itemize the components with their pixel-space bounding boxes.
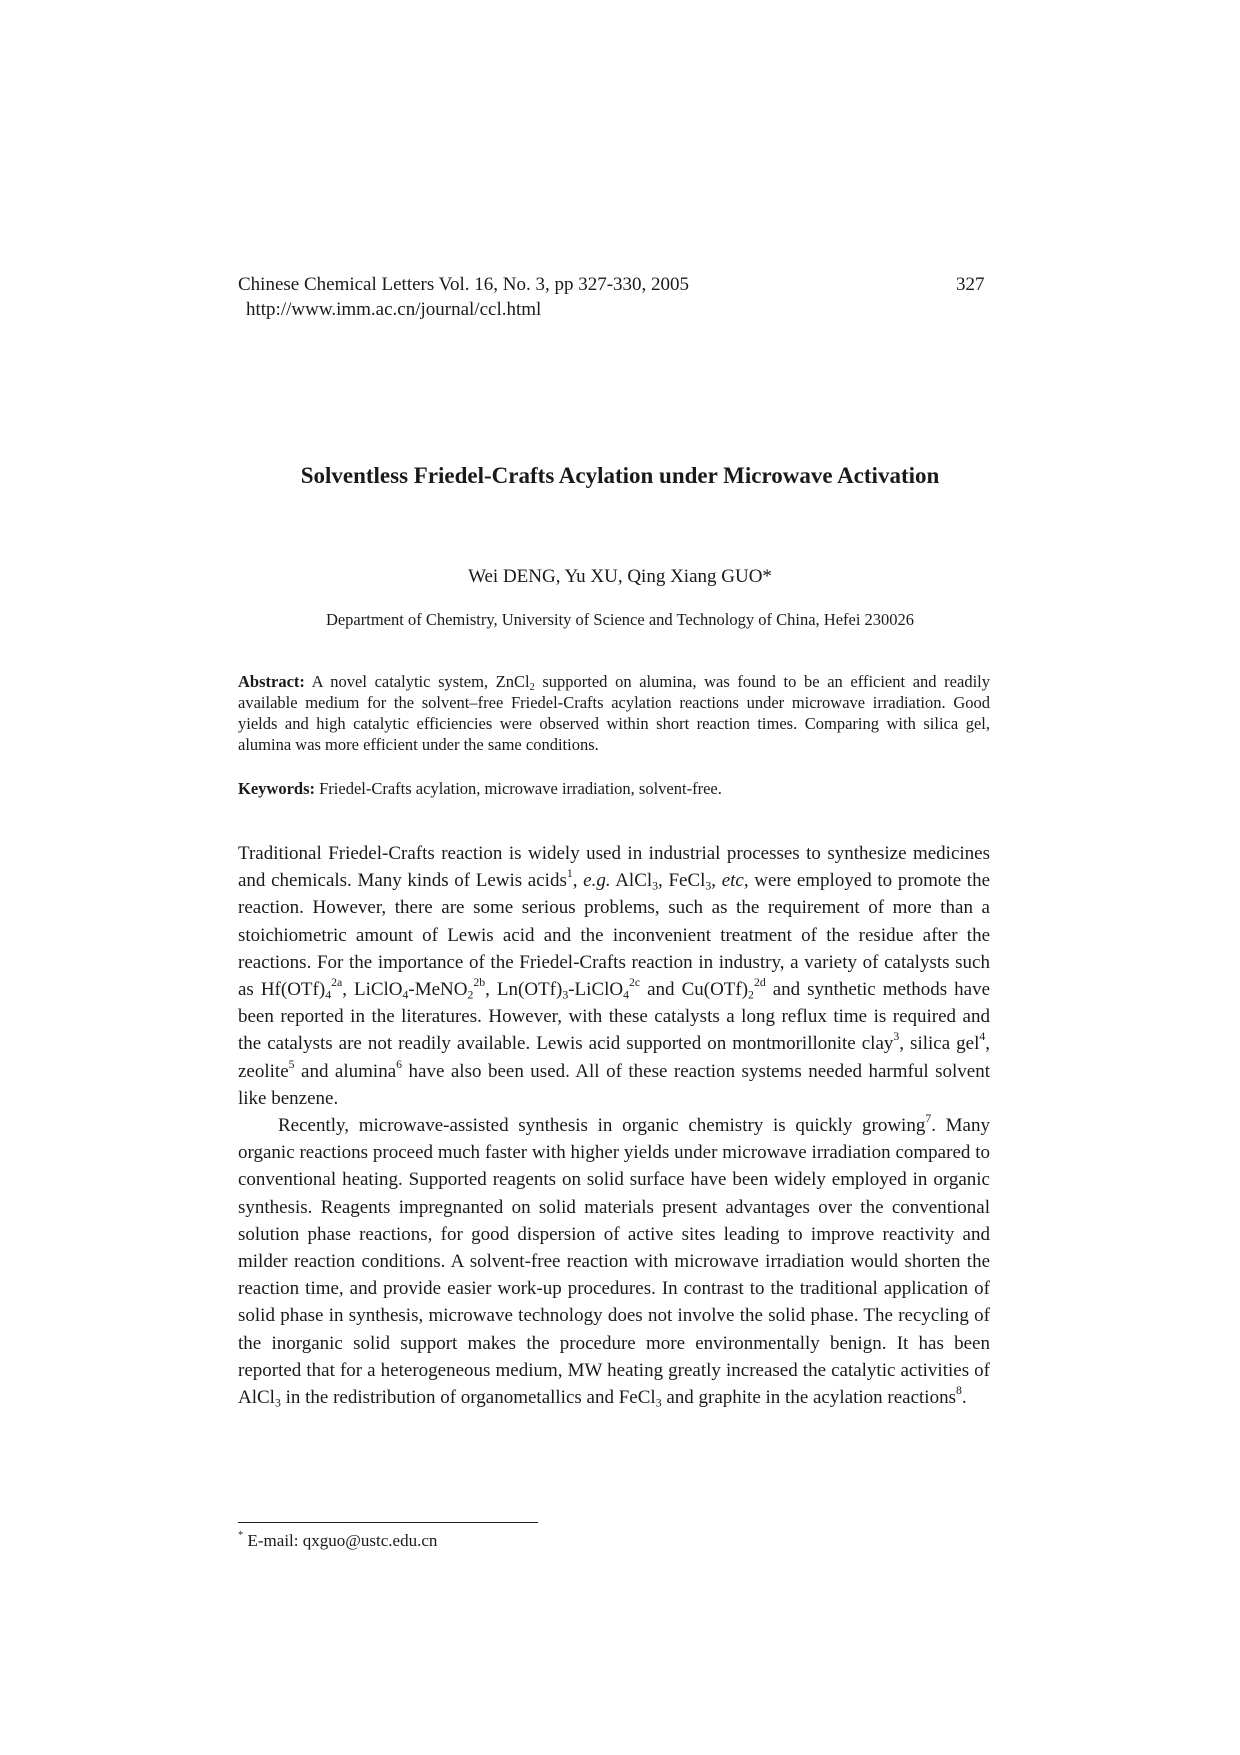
subscript: 2 [529, 682, 535, 694]
text-run: -LiClO [568, 979, 624, 1001]
citation-ref: 2c [629, 976, 641, 990]
subscript: 4 [402, 988, 409, 1002]
keywords [238, 778, 990, 799]
text-run: etc [721, 870, 744, 892]
paragraph-2 [238, 1112, 990, 1411]
subscript: 3 [562, 988, 569, 1002]
footnote-divider [238, 1522, 538, 1523]
footnote-email[interactable]: E-mail: qxguo@ustc.edu.cn [243, 1531, 438, 1550]
abstract-label: Abstract: [238, 672, 305, 691]
text-run: , Ln(OTf) [485, 979, 563, 1001]
text-run: -MeNO [408, 979, 468, 1001]
keywords-label: Keywords: [238, 779, 315, 798]
footnote [238, 1531, 437, 1551]
citation-ref: 6 [396, 1057, 403, 1071]
text-run: Recently, microwave-assisted synthesis in organic chemistry is quickly growing [278, 1115, 926, 1137]
affiliation: Department of Chemistry, University of Science and Technology of China, Hefei 230026 [325, 610, 915, 629]
text-run: AlCl [610, 870, 653, 892]
text-run: in the redistribution of organometallics and FeCl [280, 1387, 656, 1409]
paper-title: Solventless Friedel-Crafts Acylation under Microwave Activation [300, 463, 940, 488]
subscript: 3 [652, 879, 659, 893]
text-run: have also been used. All of these reaction systems needed harmful solvent like benzene. [238, 1060, 991, 1109]
subscript: 4 [623, 988, 630, 1002]
citation-ref: 5 [288, 1057, 295, 1071]
text-run: e.g. [583, 870, 611, 892]
subscript: 4 [325, 988, 332, 1002]
citation-ref: 7 [925, 1112, 932, 1126]
subscript: 3 [274, 1396, 281, 1410]
keywords-text: Friedel-Crafts acylation, microwave irradiation, solvent-free. [319, 779, 722, 798]
text-run: . [961, 1387, 967, 1409]
subscript: 3 [705, 879, 712, 893]
author-list: Wei DENG, Yu XU, Qing Xiang GUO* [468, 566, 772, 587]
citation-ref: 8 [955, 1384, 962, 1398]
text-run: and alumina [294, 1060, 397, 1082]
text-run: Traditional Friedel-Crafts reaction is widely used in industrial processes to synthesize medicines and chemicals. Many kinds of Lewis acids [238, 843, 990, 892]
text-run: , [711, 870, 722, 892]
citation-ref: 3 [893, 1030, 900, 1044]
citation-ref: 4 [979, 1030, 986, 1044]
subscript: 3 [655, 1396, 662, 1410]
paragraph-1 [238, 840, 990, 1112]
subscript: 2 [467, 988, 474, 1002]
abstract [238, 671, 990, 755]
text-run: and synthetic methods have been reported in the literatures. However, with these catalysts a long reflux time is required and the catalysts are not readily available. Lewis acid supported on montmorillonite clay [238, 979, 990, 1055]
text-run: , FeCl [658, 870, 706, 892]
abstract-text: supported on alumina, was found to be an efficient and readily available medium for the solvent–free Friedel-Crafts acylation reactions under microwave irradiation. Good yields and high catalytic efficiencies were observed within short reaction times. Comparing with silica gel, alumina was more efficient under the same conditions. [238, 672, 990, 754]
text-run: and Cu(OTf) [640, 979, 749, 1001]
journal-url[interactable]: http://www.imm.ac.cn/journal/ccl.html [246, 299, 542, 320]
text-run: and graphite in the acylation reactions [661, 1387, 956, 1409]
text-run: , silica gel [899, 1033, 980, 1055]
journal-citation: Chinese Chemical Letters Vol. 16, No. 3, pp 327-330, 2005 [238, 274, 690, 295]
text-run: , [572, 870, 584, 892]
text-run: , zeolite [238, 1033, 991, 1082]
body-text [238, 840, 990, 1411]
text-run: . Many organic reactions proceed much faster with higher yields under microwave irradiation compared to conventional heating. Supported reagents on solid surface have been widely employed in organic synthesis. Reagents impregnanted on solid materials present advantages over the conventional solution phase reactions, for good dispersion of active sites leading to improve reactivity and milder reaction conditions. A solvent-free reaction with microwave irradiation would shorten the reaction time, and provide easier work-up procedures. In contrast to the traditional application of solid phase in synthesis, microwave technology does not involve the solid phase. The recycling of the inorganic solid support makes the procedure more environmentally benign. It has been reported that for a heterogeneous medium, MW heating greatly increased the catalytic activities of AlCl [238, 1115, 990, 1409]
citation-ref: 2d [753, 976, 766, 990]
page-number: 327 [956, 274, 985, 295]
citation-ref: 2b [473, 976, 486, 990]
text-run: , were employed to promote the reaction. However, there are some serious problems, such as the requirement of more than a stoichiometric amount of Lewis acid and the inconvenient treatment of the residue after the reactions. For the importance of the Friedel-Crafts reaction in industry, a variety of catalysts such as Hf(OTf) [238, 870, 991, 1001]
citation-ref: 2a [331, 976, 343, 990]
citation-ref: 1 [566, 867, 573, 881]
footnote-mark: * [238, 1530, 244, 1542]
abstract-text: A novel catalytic system, ZnCl [311, 672, 530, 691]
text-run: , LiClO [342, 979, 403, 1001]
subscript: 2 [748, 988, 754, 1002]
